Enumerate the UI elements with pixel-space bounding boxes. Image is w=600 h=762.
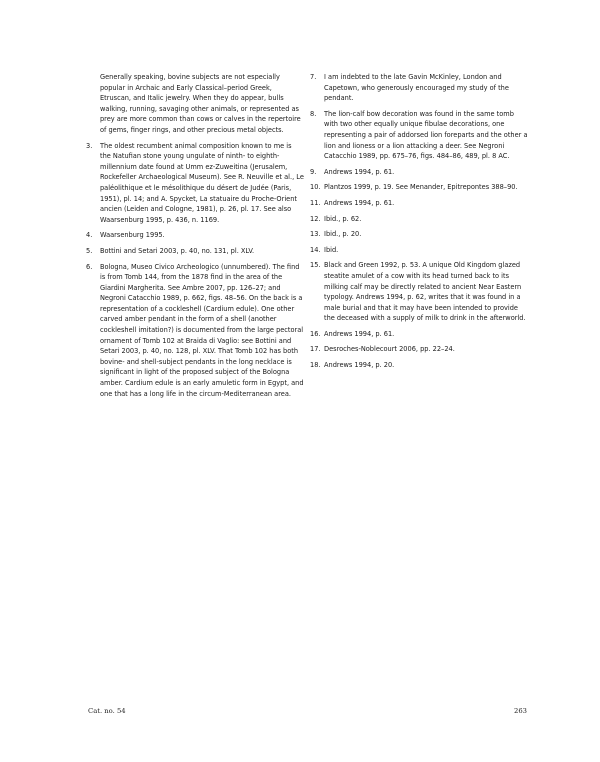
note-text: Ibid., p. 62. [324, 214, 362, 223]
note-number: 3. [86, 141, 93, 150]
note-text: Ibid., p. 20. [324, 230, 362, 239]
note-3 [86, 141, 304, 226]
note-number: 6. [86, 262, 93, 271]
note-18 [310, 360, 528, 371]
note-number: 12. [310, 214, 321, 223]
note-10 [310, 182, 528, 193]
note-text: Andrews 1994, p. 61. [324, 329, 395, 338]
note-number: 16. [310, 329, 321, 338]
note-number: 17. [310, 345, 321, 354]
note-number: 5. [86, 246, 93, 255]
page-number: 263 [514, 707, 527, 715]
note-text: The oldest recumbent animal composition known to me is the Natufian stone young ungulate of ninth- to eighth-millennium date found at Umm ez-Zuweitina (Jerusalem, Rockefeller Archaeological Museum). See R. Neuville et al., Le paléolithique et le mésolithique du désert de Judée (Paris, 1951), pl. 14; and A. Spycket, La statuaire du Proche-Orient ancien (Leiden and Cologne, 1981), p. 26, pl. 17. See also Waarsenburg 1995, p. 436, n. 1169. [100, 141, 304, 224]
notes-column-left [86, 72, 304, 404]
note-11 [310, 198, 528, 209]
note-text: I am indebted to the late Gavin McKinley, London and Capetown, who generously encouraged my study of the pendant. [324, 73, 509, 103]
note-number: 7. [310, 73, 317, 81]
note-number: 4. [86, 231, 93, 240]
note-number: 13. [310, 230, 321, 239]
note-text: Andrews 1994, p. 61. [324, 198, 395, 207]
note-number: 18. [310, 361, 321, 370]
note-17 [310, 344, 528, 355]
note-12 [310, 214, 528, 225]
notes-column-right [310, 72, 528, 376]
note-8 [310, 109, 528, 162]
note-14 [310, 245, 528, 256]
note-5 [86, 246, 304, 257]
note-number: 9. [310, 167, 317, 176]
note-number: 15. [310, 261, 321, 270]
note-7 [310, 72, 528, 104]
note-text: Desroches-Noblecourt 2006, pp. 22–24. [324, 345, 455, 354]
note-text: Black and Green 1992, p. 53. A unique Old Kingdom glazed steatite amulet of a cow with its head turned back to its milking calf may be directly related to ancient Near Eastern typology. Andrews 1994, p. 62, writes that it was found in a male burial and that it may have been intended to provide the deceased with a supply of milk to drink in the afterworld. [324, 261, 526, 323]
note-text: The lion-calf bow decoration was found in the same tomb with two other equally unique fibulae decorations, one representing a pair of addorsed lion foreparts and the other a lion and lioness or a lion attacking a deer. See Negroni Catacchio 1989, pp. 675–76, figs. 484–86, 489, pl. 8 AC. [324, 109, 528, 161]
note-continuation [86, 72, 304, 136]
note-4 [86, 230, 304, 241]
note-text: Andrews 1994, p. 20. [324, 361, 395, 370]
note-number: 10. [310, 183, 321, 192]
note-13 [310, 229, 528, 240]
note-text: Bologna, Museo Civico Archeologico (unnumbered). The find is from Tomb 144, from the 1878 find in the area of the Giardini Margherita. See Ambre 2007, pp. 126–27; and Negroni Catacchio 1989, p. 662, figs. 48–56. On the back is a representation of a cockleshell (Cardium edule). One other carved amber pendant in the form of a shell (another cockleshell imitation?) is documented from the large pectoral ornament of Tomb 102 at Braida di Vaglio: see Bottini and Setari 2003, p. 40, no. 128, pl. XLV. That Tomb 102 has both bovine- and shell-subject pendants in the long necklace is significant in light of the proposed subject of the Bologna amber. Cardium edule is an early amuletic form in Egypt, and one that has a long life in the circum-Mediterranean area. [100, 262, 304, 398]
note-text: Bottini and Setari 2003, p. 40, no. 131, pl. XLV. [100, 246, 255, 255]
note-text: Waarsenburg 1995. [100, 231, 165, 240]
note-16 [310, 329, 528, 340]
note-text: Ibid. [324, 245, 339, 254]
note-text: Plantzos 1999, p. 19. See Menander, Epitrepontes 388–90. [324, 183, 518, 192]
note-number: 8. [310, 109, 317, 118]
note-number: 14. [310, 245, 321, 254]
note-text: Generally speaking, bovine subjects are not especially popular in Archaic and Early Classical–period Greek, Etruscan, and Italic jewelry. When they do appear, bulls walking, running, savaging other animals, or represented as prey are more common than cows or calves in the repertoire of gems, finger rings, and other precious metal objects. [100, 73, 301, 134]
catalogue-reference: Cat. no. 54 [88, 707, 126, 715]
note-9 [310, 167, 528, 178]
note-text: Andrews 1994, p. 61. [324, 167, 395, 176]
note-6 [86, 262, 304, 400]
note-number: 11. [310, 198, 321, 207]
note-15 [310, 260, 528, 324]
